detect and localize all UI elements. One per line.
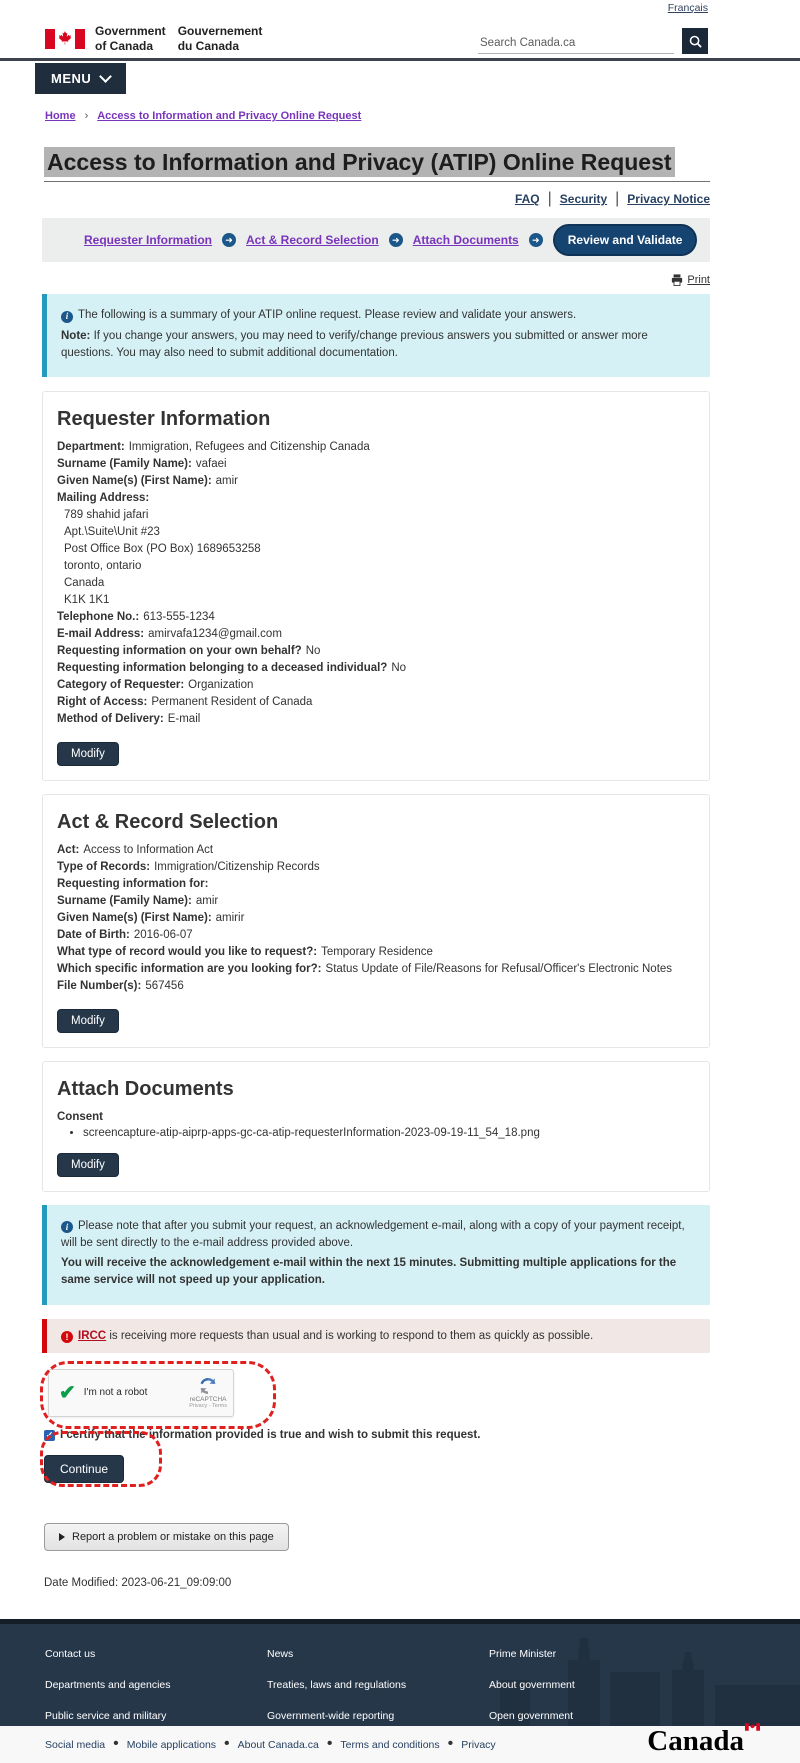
recaptcha-logo-icon [199, 1377, 217, 1395]
requester-information-section [42, 391, 710, 781]
canada-wordmark: Canada [647, 1725, 760, 1758]
print-row [42, 274, 710, 286]
footer-main [0, 1619, 800, 1726]
field-row: File Number(s): 567456 [57, 979, 184, 992]
footer-link-item [45, 1644, 267, 1662]
field-row: E-mail Address: amirvafa1234@gmail.com [57, 627, 282, 640]
language-toggle-link[interactable]: Français [667, 2, 708, 14]
modify-attach-button[interactable]: Modify [57, 1153, 119, 1177]
field-row: K1K 1K1 [64, 593, 110, 606]
ircc-volume-alert: ! IRCC is receiving more requests than usual and is working to respond to them as quickly as possible. [42, 1319, 710, 1353]
field-row: Date of Birth: 2016-06-07 [57, 928, 193, 941]
subfooter-link[interactable]: About Canada.ca [237, 1739, 319, 1752]
site-header [0, 0, 800, 61]
field-row: Telephone No.: 613-555-1234 [57, 610, 215, 623]
utility-link[interactable]: FAQ [514, 192, 540, 207]
field-row: Which specific information are you looking for?: Status Update of File/Reasons for Refusal/Officer's Electronic Notes [57, 962, 673, 975]
footer-link[interactable]: Government-wide reporting [267, 1709, 395, 1722]
act-record-selection-section [42, 794, 710, 1048]
search-input[interactable] [478, 33, 674, 54]
footer-link-item [489, 1706, 711, 1724]
certify-checkbox[interactable]: ✓ [45, 1429, 54, 1440]
page-title: Access to Information and Privacy (ATIP) Online Request [44, 150, 710, 182]
recaptcha-widget[interactable] [48, 1369, 234, 1417]
breadcrumb-item [76, 110, 362, 122]
footer-link[interactable]: About government [489, 1678, 575, 1691]
breadcrumb-link[interactable]: Access to Information and Privacy Online Request [97, 110, 362, 122]
subfooter-link[interactable]: Privacy [461, 1739, 496, 1752]
subfooter-link-item [105, 1735, 216, 1753]
continue-button[interactable]: Continue [44, 1455, 124, 1483]
subfooter-link[interactable]: Terms and conditions [340, 1739, 440, 1752]
field-row: Surname (Family Name): amir [57, 894, 219, 907]
arrow-right-circle-icon: ➜ [389, 233, 403, 247]
field-row: Apt.\Suite\Unit #23 [64, 525, 160, 538]
canada-flag-icon [45, 29, 85, 49]
section-title: Act & Record Selection [57, 810, 279, 833]
certify-row [44, 1429, 710, 1441]
step-act-record-selection[interactable]: Act & Record Selection [246, 233, 379, 248]
field-row: Requesting information on your own behalf? No [57, 644, 321, 657]
arrow-right-circle-icon: ➜ [222, 233, 236, 247]
field-row: Surname (Family Name): vafaei [57, 458, 227, 471]
footer-link[interactable]: News [267, 1647, 294, 1660]
step-attach-documents[interactable]: Attach Documents [412, 233, 519, 248]
subfooter-link-item [45, 1735, 105, 1753]
recaptcha-brand: reCAPTCHA [189, 1395, 227, 1403]
subfooter-link-item [319, 1735, 440, 1753]
field-row: Type of Records: Immigration/Citizenship Records [57, 860, 320, 873]
footer-link-item [267, 1675, 489, 1693]
field-row: toronto, ontario [64, 559, 142, 572]
subfooter-link-item [440, 1735, 496, 1753]
breadcrumb [45, 110, 800, 122]
details-marker-icon [59, 1533, 65, 1541]
recaptcha-logo-block [189, 1377, 227, 1409]
field-row: Requesting information belonging to a deceased individual? No [57, 661, 407, 674]
field-row: Canada [64, 576, 105, 589]
search-button[interactable] [682, 28, 708, 54]
utility-link[interactable]: Security [559, 192, 608, 207]
section-title: Attach Documents [57, 1077, 234, 1100]
step-navigation [42, 218, 710, 262]
summary-info-alert: i The following is a summary of your ATIP online request. Please review and validate your answers. Note: If you change your answers, you may need to verify/change previous answers you submitted or answer more questions. You may also need to submit additional documentation. [42, 294, 710, 377]
footer-link[interactable]: Public service and military [45, 1709, 167, 1722]
report-problem-button[interactable]: Report a problem or mistake on this page [44, 1523, 289, 1551]
menu-button[interactable]: MENU [35, 63, 126, 94]
search-icon [689, 35, 702, 48]
modify-requester-button[interactable]: Modify [57, 742, 119, 766]
modify-act-button[interactable]: Modify [57, 1009, 119, 1033]
chevron-down-icon [99, 70, 112, 83]
exclamation-icon: ! [61, 1331, 73, 1343]
field-row: Requesting information for: [57, 877, 209, 890]
subfooter-link-item [216, 1735, 319, 1753]
footer-link-item [267, 1706, 489, 1724]
footer-link-item [489, 1675, 711, 1693]
date-modified: Date Modified: 2023-06-21_09:09:00 [44, 1576, 232, 1589]
step-requester-information[interactable]: Requester Information [84, 233, 213, 248]
logo-text: Government of Canada Gouvernement du Canada [95, 24, 263, 53]
recaptcha-privacy-terms-link[interactable]: Privacy - Terms [189, 1402, 227, 1409]
print-link[interactable]: Print [671, 274, 710, 286]
field-row: Post Office Box (PO Box) 1689653258 [64, 542, 261, 555]
attached-file-item: • screencapture-atip-aiprp-apps-gc-ca-atip-requesterInformation-2023-09-19-11_54_18.png [83, 1127, 695, 1139]
government-of-canada-logo[interactable] [45, 24, 262, 54]
field-row: Given Name(s) (First Name): amirir [57, 911, 245, 924]
recaptcha-label: I'm not a robot [83, 1387, 148, 1399]
sub-footer [0, 1726, 800, 1763]
utility-link-item [540, 190, 608, 208]
submit-area [44, 1369, 710, 1497]
footer-link[interactable]: Prime Minister [489, 1647, 557, 1660]
field-row: Method of Delivery: E-mail [57, 712, 201, 725]
footer-link[interactable]: Contact us [45, 1647, 96, 1660]
field-row: Category of Requester: Organization [57, 678, 254, 691]
footer-link[interactable]: Departments and agencies [45, 1678, 171, 1691]
footer-link[interactable]: Treaties, laws and regulations [267, 1678, 407, 1691]
attach-documents-section [42, 1061, 710, 1192]
acknowledgement-info-alert: i Please note that after you submit your request, an acknowledgement e-mail, along with a copy of your payment receipt, will be sent directly to the e-mail address provided above. You will receive the acknowledgement e-mail within the next 15 minutes. Submitting multiple applications for the same service will not speed up your application. [42, 1205, 710, 1305]
checkmark-icon: ✔ [59, 1381, 76, 1404]
utility-link[interactable]: Privacy Notice [627, 192, 710, 207]
field-row: Department: Immigration, Refugees and Citizenship Canada [57, 441, 370, 454]
utility-link-item [607, 190, 710, 208]
footer-link-item [267, 1644, 489, 1662]
subfooter-link[interactable]: Mobile applications [126, 1739, 217, 1752]
info-icon: i [61, 1221, 73, 1233]
footer-link-columns [0, 1624, 800, 1726]
footer-link[interactable]: Open government [489, 1709, 574, 1722]
footer-link-item [489, 1644, 711, 1662]
field-row: What type of record would you like to request?: Temporary Residence [57, 945, 433, 958]
site-search [478, 28, 708, 54]
footer-link-item [45, 1675, 267, 1693]
step-review-and-validate-current: Review and Validate [553, 224, 698, 256]
section-title: Requester Information [57, 408, 271, 431]
field-row: 789 shahid jafari [64, 508, 149, 521]
breadcrumb-link[interactable]: Home [45, 110, 76, 122]
field-row: Act: Access to Information Act [57, 843, 214, 856]
field-row: Right of Access: Permanent Resident of Canada [57, 695, 313, 708]
arrow-right-circle-icon: ➜ [529, 233, 543, 247]
footer-link-item [45, 1706, 267, 1724]
consent-label: Consent [57, 1110, 103, 1123]
site-footer [0, 1619, 800, 1763]
field-row: Mailing Address: [57, 492, 150, 504]
info-icon: i [61, 311, 73, 323]
certify-label: I certify that the information provided is true and wish to submit this request. [60, 1428, 481, 1441]
utility-link-item [515, 190, 540, 208]
breadcrumb-item [45, 110, 76, 122]
printer-icon [671, 274, 683, 286]
subfooter-link[interactable]: Social media [45, 1739, 106, 1752]
utility-links [42, 190, 710, 208]
ircc-abbr: IRCC [78, 1329, 107, 1342]
field-row: Given Name(s) (First Name): amir [57, 475, 239, 488]
